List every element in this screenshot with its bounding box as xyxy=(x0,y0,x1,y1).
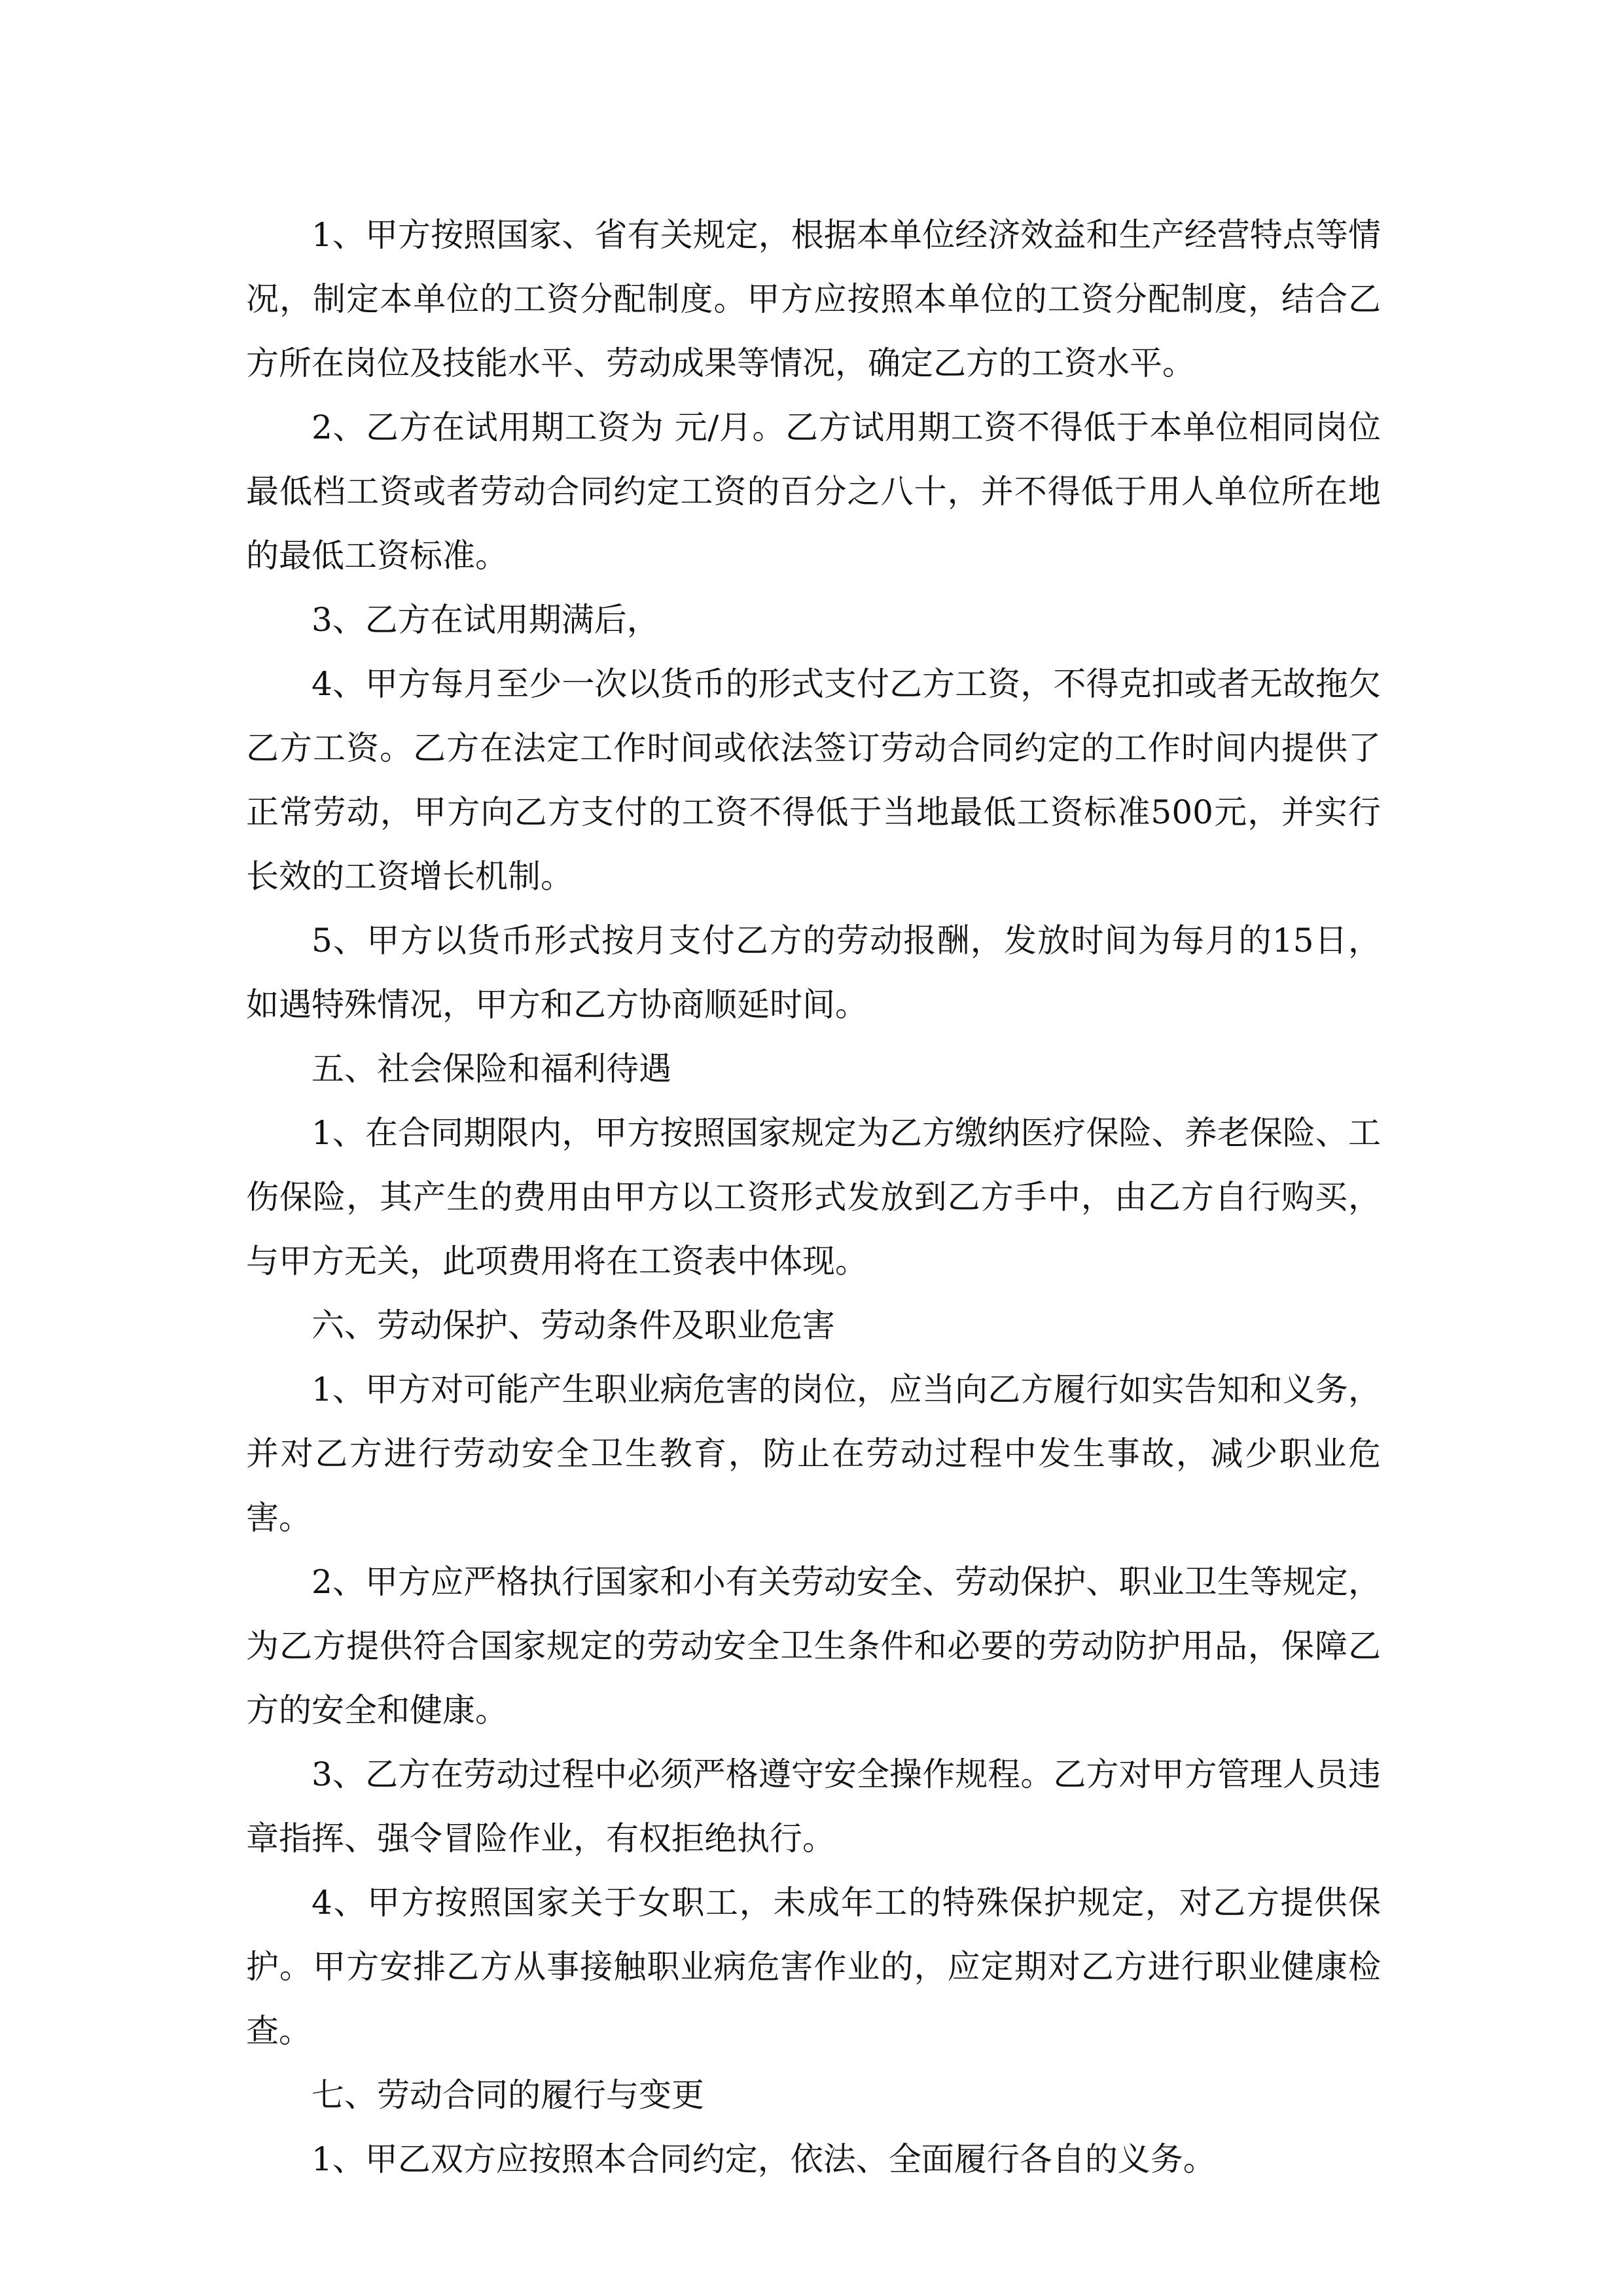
section-heading-contract-performance: 七、劳动合同的履行与变更 xyxy=(312,2076,704,2114)
paragraph-monthly-payment: 4、甲方每月至少一次以货币的形式支付乙方工资，不得克扣或者无故拖欠乙方工资。乙方在法定工作时间或依法签订劳动合同约定的工作时间内提供了正常劳动，甲方向乙方支付的工资不得低于当地最低工资标准500元，并实行长效的工资增长机制。 xyxy=(246,665,1381,895)
paragraph-insurance: 1、在合同期限内，甲方按照国家规定为乙方缴纳医疗保险、养老保险、工伤保险，其产生的费用由甲方以工资形式发放到乙方手中，由乙方自行购买，与甲方无关，此项费用将在工资表中体现。 xyxy=(246,1114,1381,1280)
paragraph-hazard-notice: 1、甲方对可能产生职业病危害的岗位，应当向乙方履行如实告知和义务，并对乙方进行劳动安全卫生教育，防止在劳动过程中发生事故，减少职业危害。 xyxy=(246,1371,1381,1537)
section-heading-labor-protection: 六、劳动保护、劳动条件及职业危害 xyxy=(312,1306,835,1344)
document-body xyxy=(246,203,1381,2191)
paragraph-safety-regulations: 2、甲方应严格执行国家和小有关劳动安全、劳动保护、职业卫生等规定，为乙方提供符合国家规定的劳动安全卫生条件和必要的劳动防护用品，保障乙方的安全和健康。 xyxy=(246,1563,1381,1729)
section-heading-social-insurance: 五、社会保险和福利待遇 xyxy=(312,1050,671,1088)
paragraph-special-protection: 4、甲方按照国家关于女职工，未成年工的特殊保护规定，对乙方提供保护。甲方安排乙方从事接触职业病危害作业的，应定期对乙方进行职业健康检查。 xyxy=(246,1884,1381,2050)
paragraph-probation-wage: 2、乙方在试用期工资为 元/月。乙方试用期工资不得低于本单位相同岗位最低档工资或者劳动合同约定工资的百分之八十，并不得低于用人单位所在地的最低工资标准。 xyxy=(246,408,1381,575)
paragraph-payment-date: 5、甲方以货币形式按月支付乙方的劳动报酬，发放时间为每月的15日，如遇特殊情况，甲方和乙方协商顺延时间。 xyxy=(246,922,1381,1024)
paragraph-after-probation: 3、乙方在试用期满后， xyxy=(312,601,660,639)
paragraph-operating-rules: 3、乙方在劳动过程中必须严格遵守安全操作规程。乙方对甲方管理人员违章指挥、强令冒险作业，有权拒绝执行。 xyxy=(246,1755,1381,1857)
paragraph-obligations: 1、甲乙双方应按照本合同约定，依法、全面履行各自的义务。 xyxy=(312,2140,1216,2178)
paragraph-wage-policy: 1、甲方按照国家、省有关规定，根据本单位经济效益和生产经营特点等情况，制定本单位的工资分配制度。甲方应按照本单位的工资分配制度，结合乙方所在岗位及技能水平、劳动成果等情况，确定乙方的工资水平。 xyxy=(246,216,1381,382)
